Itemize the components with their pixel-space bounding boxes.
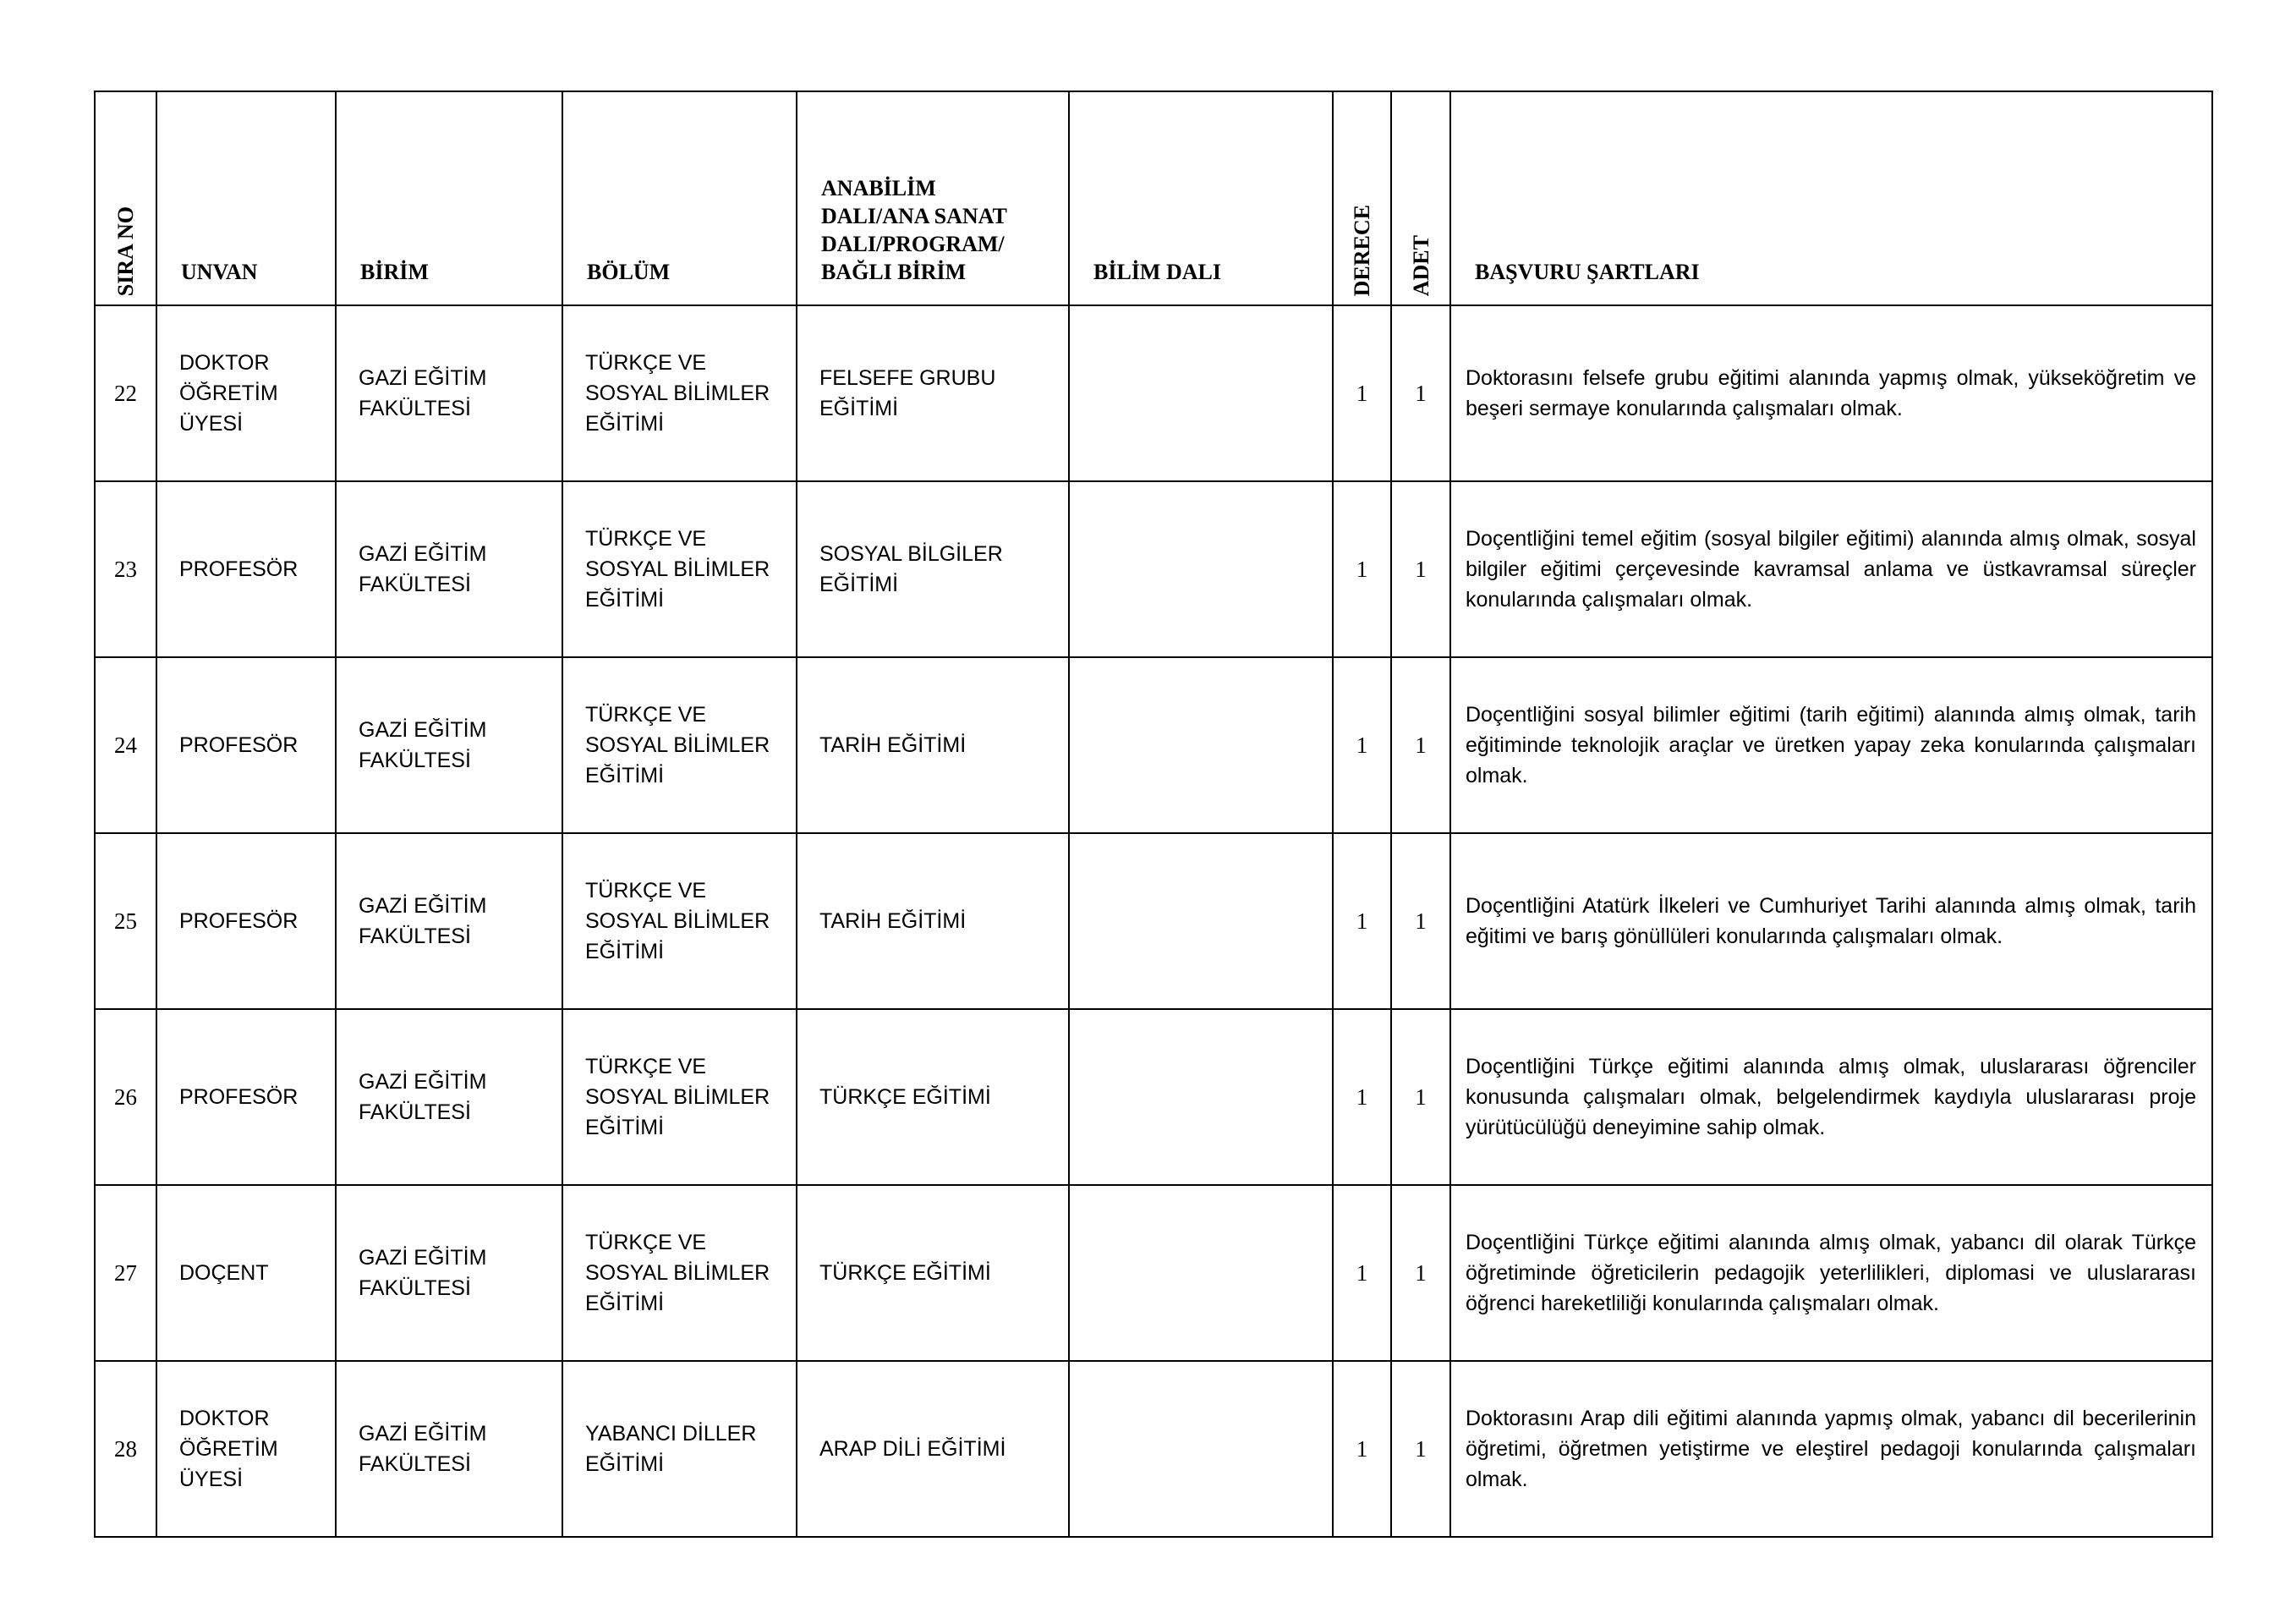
cell-adet: 1	[1391, 833, 1450, 1009]
cell-anabilim: TARİH EĞİTİMİ	[797, 657, 1069, 833]
cell-bilim-dali	[1069, 305, 1333, 481]
header-derece: DERECE	[1333, 91, 1391, 305]
cell-bolum: TÜRKÇE VE SOSYAL BİLİMLER EĞİTİMİ	[562, 1009, 797, 1185]
table-row	[95, 833, 2212, 1009]
cell-unvan: DOKTOR ÖĞRETİM ÜYESİ	[156, 305, 336, 481]
cell-anabilim: FELSEFE GRUBU EĞİTİMİ	[797, 305, 1069, 481]
positions-table	[94, 91, 2213, 1538]
header-unvan: UNVAN	[156, 91, 336, 305]
table-row	[95, 1185, 2212, 1361]
cell-bilim-dali	[1069, 657, 1333, 833]
table-row	[95, 657, 2212, 833]
header-birim: BİRİM	[336, 91, 562, 305]
cell-derece: 1	[1333, 833, 1391, 1009]
cell-sira: 23	[95, 481, 156, 657]
header-bilim-dali: BİLİM DALI	[1069, 91, 1333, 305]
cell-derece: 1	[1333, 1185, 1391, 1361]
cell-derece: 1	[1333, 1009, 1391, 1185]
cell-birim: GAZİ EĞİTİM FAKÜLTESİ	[336, 1361, 562, 1537]
cell-birim: GAZİ EĞİTİM FAKÜLTESİ	[336, 1185, 562, 1361]
cell-bolum: TÜRKÇE VE SOSYAL BİLİMLER EĞİTİMİ	[562, 481, 797, 657]
cell-bolum: TÜRKÇE VE SOSYAL BİLİMLER EĞİTİMİ	[562, 305, 797, 481]
cell-adet: 1	[1391, 657, 1450, 833]
cell-sira: 28	[95, 1361, 156, 1537]
cell-basvuru-sartlari: Doktorasını felsefe grubu eğitimi alanında yapmış olmak, yükseköğretim ve beşeri sermaye konularında çalışmaları olmak.	[1450, 305, 2212, 481]
cell-unvan: DOKTOR ÖĞRETİM ÜYESİ	[156, 1361, 336, 1537]
cell-birim: GAZİ EĞİTİM FAKÜLTESİ	[336, 657, 562, 833]
cell-unvan: DOÇENT	[156, 1185, 336, 1361]
cell-birim: GAZİ EĞİTİM FAKÜLTESİ	[336, 305, 562, 481]
cell-unvan: PROFESÖR	[156, 657, 336, 833]
cell-derece: 1	[1333, 305, 1391, 481]
cell-basvuru-sartlari: Doçentliğini Türkçe eğitimi alanında almış olmak, uluslararası öğrenciler konusunda çalışmaları olmak, belgelendirmek kaydıyla uluslararası proje yürütücülüğü deneyimine sahip olmak.	[1450, 1009, 2212, 1185]
cell-bilim-dali	[1069, 1009, 1333, 1185]
cell-birim: GAZİ EĞİTİM FAKÜLTESİ	[336, 1009, 562, 1185]
cell-basvuru-sartlari: Doktorasını Arap dili eğitimi alanında yapmış olmak, yabancı dil becerilerinin öğretimi, öğretmen yetiştirme ve eleştirel pedagoji konularında çalışmaları olmak.	[1450, 1361, 2212, 1537]
cell-basvuru-sartlari: Doçentliğini Atatürk İlkeleri ve Cumhuriyet Tarihi alanında almış olmak, tarih eğitimi ve barış gönüllüleri konularında çalışmaları olmak.	[1450, 833, 2212, 1009]
cell-birim: GAZİ EĞİTİM FAKÜLTESİ	[336, 481, 562, 657]
cell-adet: 1	[1391, 1185, 1450, 1361]
cell-sira: 26	[95, 1009, 156, 1185]
header-anabilim: ANABİLİM DALI/ANA SANAT DALI/PROGRAM/ BAĞLI BİRİM	[797, 91, 1069, 305]
cell-bolum: TÜRKÇE VE SOSYAL BİLİMLER EĞİTİMİ	[562, 1185, 797, 1361]
cell-unvan: PROFESÖR	[156, 833, 336, 1009]
cell-bolum: TÜRKÇE VE SOSYAL BİLİMLER EĞİTİMİ	[562, 833, 797, 1009]
cell-bolum: YABANCI DİLLER EĞİTİMİ	[562, 1361, 797, 1537]
cell-adet: 1	[1391, 481, 1450, 657]
cell-bilim-dali	[1069, 1361, 1333, 1537]
cell-basvuru-sartlari: Doçentliğini sosyal bilimler eğitimi (tarih eğitimi) alanında almış olmak, tarih eğitiminde teknolojik araçlar ve üretken yapay zeka konularında çalışmaları olmak.	[1450, 657, 2212, 833]
cell-unvan: PROFESÖR	[156, 1009, 336, 1185]
cell-sira: 24	[95, 657, 156, 833]
cell-derece: 1	[1333, 657, 1391, 833]
header-row	[95, 91, 2212, 305]
cell-basvuru-sartlari: Doçentliğini temel eğitim (sosyal bilgiler eğitimi) alanında almış olmak, sosyal bilgiler eğitimi çerçevesinde kavramsal anlama ve üstkavramsal süreçler konularında çalışmaları olmak.	[1450, 481, 2212, 657]
cell-bilim-dali	[1069, 1185, 1333, 1361]
cell-adet: 1	[1391, 1361, 1450, 1537]
cell-anabilim: TÜRKÇE EĞİTİMİ	[797, 1009, 1069, 1185]
cell-sira: 27	[95, 1185, 156, 1361]
header-basvuru-sartlari: BAŞVURU ŞARTLARI	[1450, 91, 2212, 305]
header-sira-no: SIRA NO	[95, 91, 156, 305]
cell-unvan: PROFESÖR	[156, 481, 336, 657]
header-bolum: BÖLÜM	[562, 91, 797, 305]
cell-bilim-dali	[1069, 833, 1333, 1009]
cell-anabilim: SOSYAL BİLGİLER EĞİTİMİ	[797, 481, 1069, 657]
cell-bilim-dali	[1069, 481, 1333, 657]
cell-derece: 1	[1333, 1361, 1391, 1537]
cell-anabilim: TÜRKÇE EĞİTİMİ	[797, 1185, 1069, 1361]
table-row	[95, 1009, 2212, 1185]
table-row	[95, 305, 2212, 481]
cell-basvuru-sartlari: Doçentliğini Türkçe eğitimi alanında almış olmak, yabancı dil olarak Türkçe öğretiminde öğreticilerin pedagojik yeterlilikleri, diplomasi ve uluslararası öğrenci hareketliliği konularında çalışmaları olmak.	[1450, 1185, 2212, 1361]
cell-anabilim: ARAP DİLİ EĞİTİMİ	[797, 1361, 1069, 1537]
cell-derece: 1	[1333, 481, 1391, 657]
cell-sira: 22	[95, 305, 156, 481]
header-adet: ADET	[1391, 91, 1450, 305]
cell-adet: 1	[1391, 1009, 1450, 1185]
cell-birim: GAZİ EĞİTİM FAKÜLTESİ	[336, 833, 562, 1009]
cell-sira: 25	[95, 833, 156, 1009]
cell-adet: 1	[1391, 305, 1450, 481]
cell-bolum: TÜRKÇE VE SOSYAL BİLİMLER EĞİTİMİ	[562, 657, 797, 833]
table-row	[95, 481, 2212, 657]
table-row	[95, 1361, 2212, 1537]
cell-anabilim: TARİH EĞİTİMİ	[797, 833, 1069, 1009]
